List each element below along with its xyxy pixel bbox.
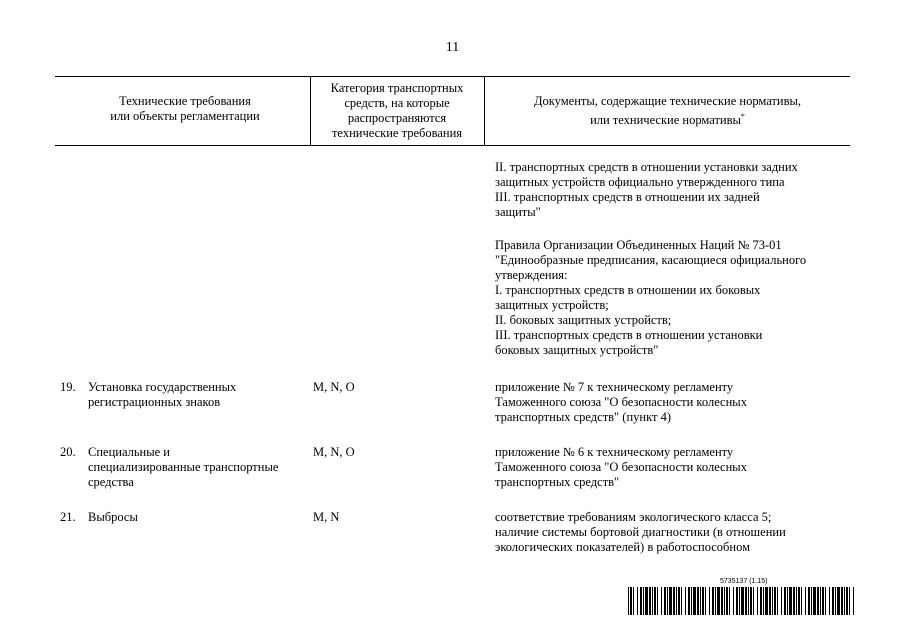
continuation-paragraph-2: Правила Организации Объединенных Наций № 73-01 "Единообразные предписания, касающиеся официального утверждения: I. транспортных средств в отношении их боковых защитных устройств; II. боковых защитных устройств; III. транспортных средств в отношении установки боковых защитных устройств" (495, 238, 807, 357)
row-19-number: 19. (60, 380, 76, 394)
row-20-documents: приложение № 6 к техническому регламенту Таможенного союза "О безопасности колесных транспортных средств" (495, 445, 747, 489)
header-divider-1 (310, 77, 311, 145)
row-21-name: Выбросы (88, 510, 138, 524)
header-bottom-rule (55, 145, 850, 146)
page-number: 11 (445, 40, 460, 55)
footnote-mark: * (740, 112, 745, 121)
row-19-category: M, N, O (313, 380, 355, 394)
barcode-label: 5735137 (1.15) (720, 578, 768, 585)
table-top-rule (55, 76, 850, 77)
row-19-name: Установка государственных регистрационных знаков (88, 380, 237, 409)
header-col-documents: Документы, содержащие технические нормативы, или технические нормативы* (533, 94, 802, 128)
row-21-number: 21. (60, 510, 76, 524)
row-21-documents: соответствие требованиям экологического класса 5; наличие системы бортовой диагностики (в отношении экологических показателей) в работоспособном (495, 510, 786, 554)
barcode-image (628, 587, 856, 615)
row-20-number: 20. (60, 445, 76, 459)
header-divider-2 (484, 77, 485, 145)
row-20-category: M, N, O (313, 445, 355, 459)
row-21-category: M, N (313, 510, 340, 524)
header-col-category: Категория транспортных средств, на которые распространяются технические требования (330, 81, 464, 140)
row-19-documents: приложение № 7 к техническому регламенту Таможенного союза "О безопасности колесных транспортных средств" (пункт 4) (495, 380, 747, 424)
row-20-name: Специальные и специализированные транспортные средства (88, 445, 279, 489)
header-col-requirements: Технические требования или объекты регламентации (110, 94, 260, 123)
continuation-paragraph-1: II. транспортных средств в отношении установки задних защитных устройств официально утвержденного типа III. транспортных средств в отношении их задней защиты" (495, 160, 798, 219)
